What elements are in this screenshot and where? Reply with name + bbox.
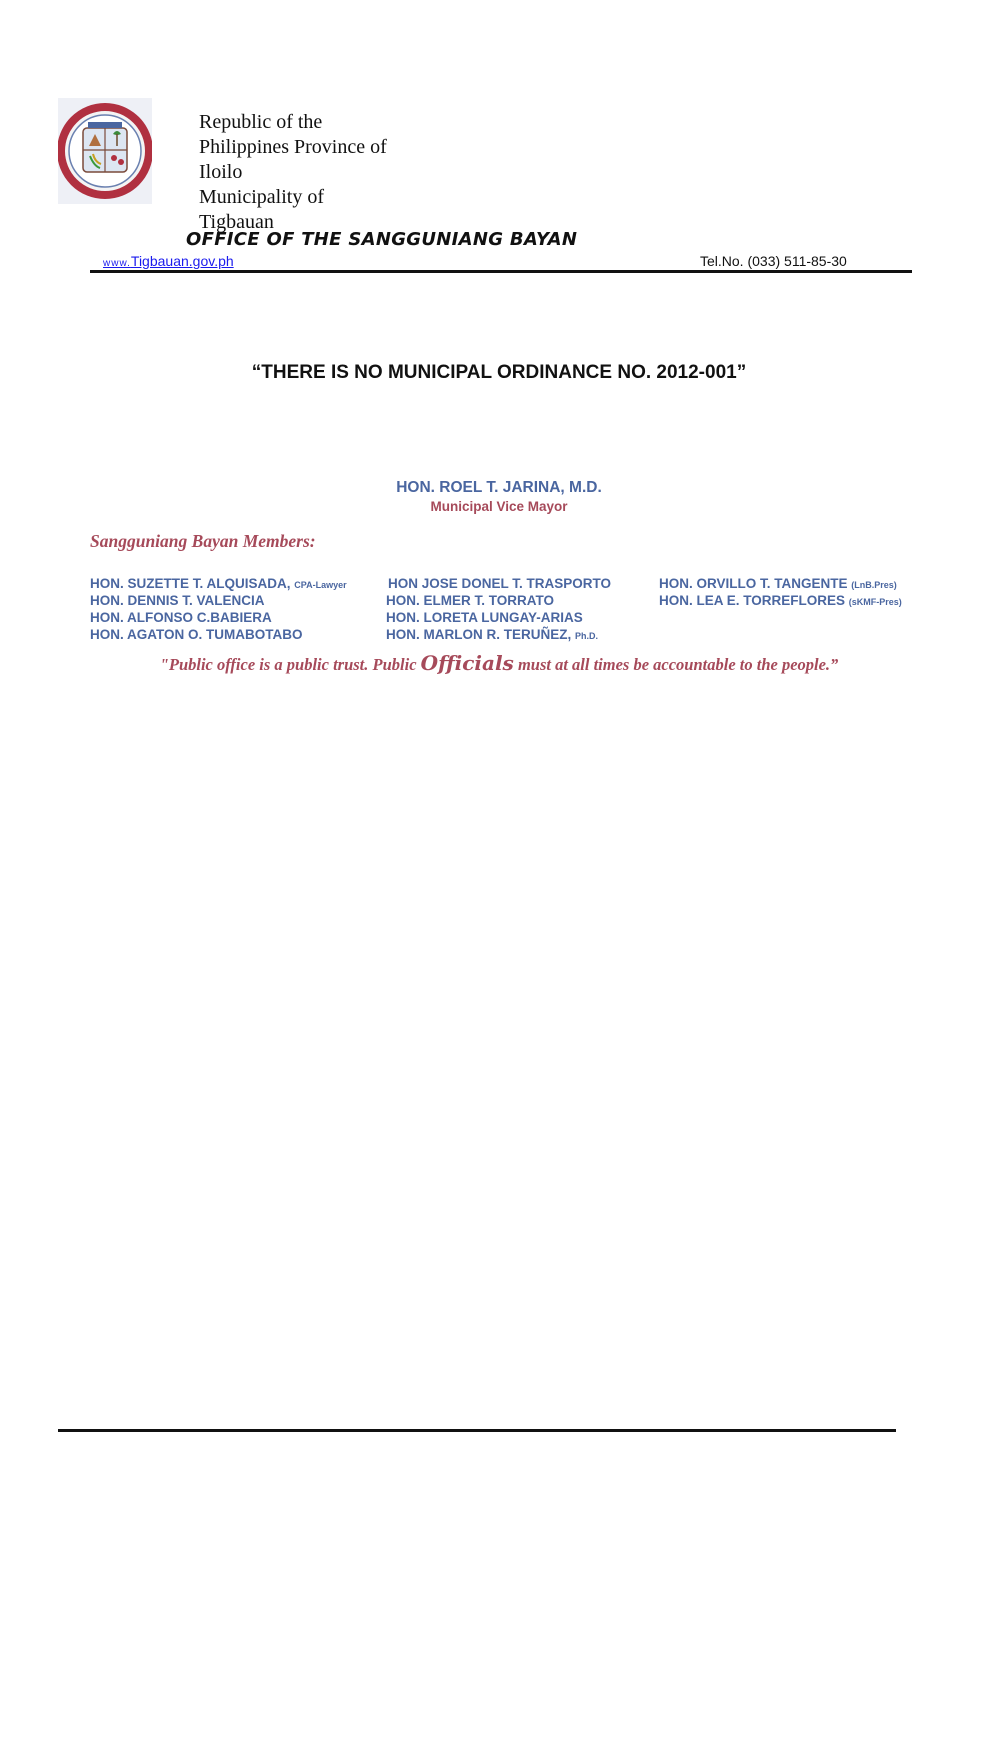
- member-name-text: HON. ORVILLO T. TANGENTE: [659, 576, 848, 591]
- vice-mayor-name: HON. ROEL T. JARINA, M.D.: [396, 479, 602, 496]
- member-name-text: HON. MARLON R. TERUÑEZ,: [386, 627, 572, 642]
- member-name: [90, 627, 303, 642]
- member-name: [659, 593, 902, 608]
- members-heading: Sangguniang Bayan Members:: [90, 531, 316, 551]
- header-address-line: Iloilo: [199, 161, 243, 183]
- member-suffix: Ph.D.: [575, 631, 599, 641]
- member-name-text: HON. LORETA LUNGAY-ARIAS: [386, 610, 583, 625]
- quote-emphasis: Officials: [420, 651, 514, 675]
- quote-part: must at all times be accountable to the people.”: [513, 655, 839, 674]
- member-suffix: CPA-Lawyer: [294, 580, 347, 590]
- member-name: [90, 593, 265, 608]
- member-name: [90, 610, 272, 625]
- member-name: [386, 627, 598, 642]
- member-suffix: (sKMF-Pres): [848, 597, 902, 607]
- document-title: “THERE IS NO MUNICIPAL ORDINANCE NO. 2012-001”: [251, 362, 747, 383]
- member-name-text: HON. ALFONSO C.BABIERA: [90, 610, 272, 625]
- member-name-text: HON. ELMER T. TORRATO: [386, 593, 555, 608]
- header-divider: [90, 270, 912, 273]
- member-name-text: HON. LEA E. TORREFLORES: [659, 593, 846, 608]
- member-suffix: (LnB.Pres): [851, 580, 897, 590]
- member-name-text: HON. DENNIS T. VALENCIA: [90, 593, 265, 608]
- footer-divider: [58, 1429, 896, 1432]
- member-name-text: HON JOSE DONEL T. TRASPORTO: [388, 576, 612, 591]
- header-address-line: Tigbauan: [199, 211, 274, 233]
- municipal-seal: [58, 98, 152, 204]
- quote-part: "Public office is a public trust. Public: [159, 655, 421, 674]
- member-name: [90, 576, 347, 591]
- website-prefix: www.: [103, 258, 131, 269]
- header-address-line: Philippines Province of: [199, 136, 387, 158]
- member-name: [659, 576, 897, 591]
- member-name-text: HON. AGATON O. TUMABOTABO: [90, 627, 303, 642]
- header-address-line: Municipality of: [199, 186, 324, 208]
- header-address-line: Republic of the: [199, 111, 323, 133]
- member-name: [388, 576, 611, 591]
- member-name-text: HON. SUZETTE T. ALQUISADA,: [90, 576, 291, 591]
- website-domain: Tigbauan.gov.ph: [130, 253, 234, 269]
- vice-mayor-title: Municipal Vice Mayor: [430, 499, 568, 514]
- office-heading: OFFICE OF THE SANGGUNIANG BAYAN: [186, 229, 578, 250]
- member-name: [386, 593, 554, 608]
- telephone-number: Tel.No. (033) 511-85-30: [700, 253, 847, 269]
- motto-quote: [0, 651, 998, 675]
- website-link[interactable]: [103, 253, 234, 269]
- member-name: [386, 610, 583, 625]
